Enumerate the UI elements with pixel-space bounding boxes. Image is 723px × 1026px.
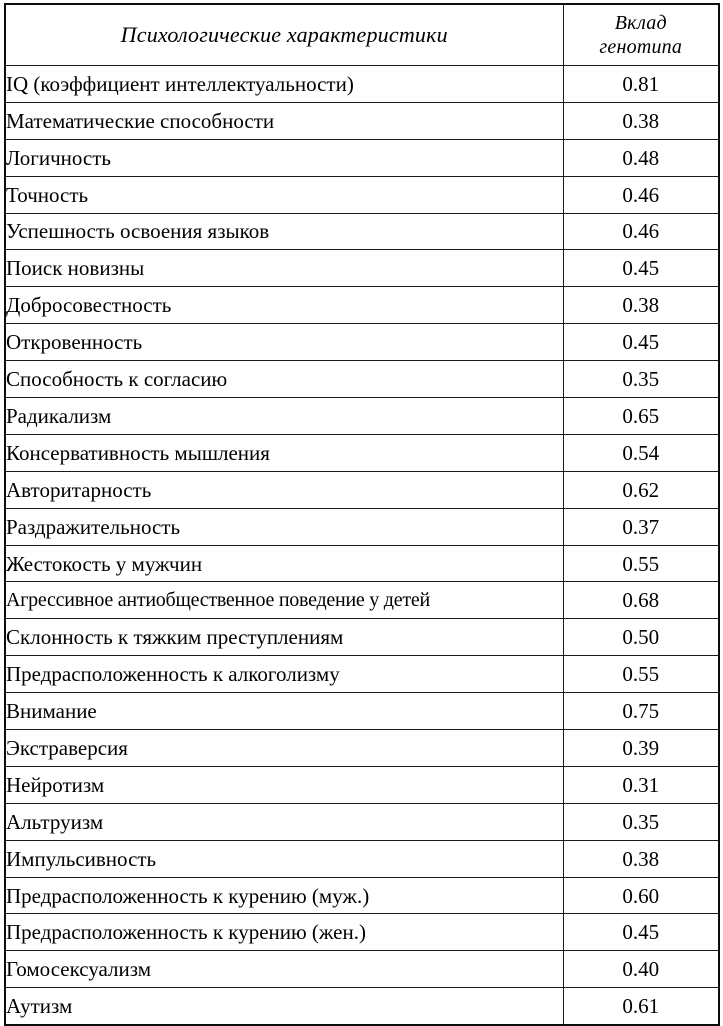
table-row bbox=[5, 803, 719, 840]
table-row bbox=[5, 730, 719, 767]
genotype-contribution-table bbox=[4, 3, 720, 1026]
table-row bbox=[5, 324, 719, 361]
trait-cell: Авторитарность bbox=[5, 471, 563, 508]
genotype-contribution-value: 0.38 bbox=[563, 102, 719, 139]
trait-cell: Консервативность мышления bbox=[5, 434, 563, 471]
trait-cell: Успешность освоения языков bbox=[5, 213, 563, 250]
trait-cell: Экстраверсия bbox=[5, 730, 563, 767]
table-row bbox=[5, 951, 719, 988]
table-row bbox=[5, 213, 719, 250]
table-row bbox=[5, 582, 719, 619]
trait-cell: Предрасположенность к алкоголизму bbox=[5, 656, 563, 693]
table-row bbox=[5, 656, 719, 693]
genotype-contribution-value: 0.38 bbox=[563, 840, 719, 877]
genotype-contribution-value: 0.45 bbox=[563, 324, 719, 361]
table-row bbox=[5, 988, 719, 1025]
trait-cell: Поиск новизны bbox=[5, 250, 563, 287]
genotype-contribution-value: 0.48 bbox=[563, 139, 719, 176]
trait-cell: Импульсивность bbox=[5, 840, 563, 877]
genotype-contribution-value: 0.45 bbox=[563, 250, 719, 287]
table-row bbox=[5, 693, 719, 730]
trait-cell: Внимание bbox=[5, 693, 563, 730]
table-row bbox=[5, 508, 719, 545]
genotype-contribution-value: 0.62 bbox=[563, 471, 719, 508]
column-header-trait-line-1: Психологические характеристики bbox=[120, 22, 448, 48]
table-row bbox=[5, 250, 719, 287]
table-row bbox=[5, 766, 719, 803]
table-row bbox=[5, 877, 719, 914]
genotype-contribution-value: 0.31 bbox=[563, 766, 719, 803]
genotype-contribution-value: 0.54 bbox=[563, 434, 719, 471]
genotype-contribution-value: 0.55 bbox=[563, 656, 719, 693]
genotype-contribution-value: 0.61 bbox=[563, 988, 719, 1025]
genotype-contribution-value: 0.65 bbox=[563, 398, 719, 435]
trait-cell: Альтруизм bbox=[5, 803, 563, 840]
table-row bbox=[5, 361, 719, 398]
table-row bbox=[5, 287, 719, 324]
table-row bbox=[5, 398, 719, 435]
table-row bbox=[5, 434, 719, 471]
trait-cell: Склонность к тяжким преступлениям bbox=[5, 619, 563, 656]
genotype-contribution-value: 0.75 bbox=[563, 693, 719, 730]
table-row bbox=[5, 619, 719, 656]
trait-cell: Откровенность bbox=[5, 324, 563, 361]
trait-cell: Математические способности bbox=[5, 102, 563, 139]
genotype-contribution-value: 0.81 bbox=[563, 66, 719, 103]
genotype-contribution-value: 0.50 bbox=[563, 619, 719, 656]
genotype-contribution-value: 0.37 bbox=[563, 508, 719, 545]
column-header-value bbox=[563, 4, 719, 66]
trait-cell: Добросовестность bbox=[5, 287, 563, 324]
genotype-contribution-value: 0.38 bbox=[563, 287, 719, 324]
column-header-value-line-1: Вклад bbox=[614, 12, 667, 34]
trait-cell: Аутизм bbox=[5, 988, 563, 1025]
trait-cell: Точность bbox=[5, 176, 563, 213]
genotype-contribution-value: 0.35 bbox=[563, 803, 719, 840]
table-row bbox=[5, 66, 719, 103]
trait-cell: Предрасположенность к курению (жен.) bbox=[5, 914, 563, 951]
trait-cell: Гомосексуализм bbox=[5, 951, 563, 988]
table-row bbox=[5, 176, 719, 213]
column-header-trait bbox=[5, 4, 563, 66]
table-header-row bbox=[5, 4, 719, 66]
column-header-value-line-2: генотипа bbox=[599, 36, 683, 58]
genotype-contribution-value: 0.46 bbox=[563, 213, 719, 250]
genotype-contribution-value: 0.40 bbox=[563, 951, 719, 988]
table-row bbox=[5, 840, 719, 877]
table-row bbox=[5, 139, 719, 176]
trait-cell: Раздражительность bbox=[5, 508, 563, 545]
trait-cell: Агрессивное антиобщественное поведение у детей bbox=[5, 582, 563, 619]
genotype-contribution-value: 0.46 bbox=[563, 176, 719, 213]
trait-cell: Жестокость у мужчин bbox=[5, 545, 563, 582]
trait-cell: Логичность bbox=[5, 139, 563, 176]
table-body bbox=[5, 66, 719, 1026]
trait-cell: Способность к согласию bbox=[5, 361, 563, 398]
genotype-contribution-value: 0.55 bbox=[563, 545, 719, 582]
trait-cell: Предрасположенность к курению (муж.) bbox=[5, 877, 563, 914]
table-row bbox=[5, 471, 719, 508]
genotype-contribution-value: 0.60 bbox=[563, 877, 719, 914]
table-row bbox=[5, 102, 719, 139]
genotype-contribution-value: 0.45 bbox=[563, 914, 719, 951]
genotype-contribution-value: 0.35 bbox=[563, 361, 719, 398]
trait-cell: Нейротизм bbox=[5, 766, 563, 803]
trait-cell: Радикализм bbox=[5, 398, 563, 435]
table-header bbox=[5, 4, 719, 66]
genotype-contribution-table-container bbox=[4, 3, 718, 1019]
trait-cell: IQ (коэффициент интеллектуальности) bbox=[5, 66, 563, 103]
genotype-contribution-value: 0.39 bbox=[563, 730, 719, 767]
table-row bbox=[5, 914, 719, 951]
genotype-contribution-value: 0.68 bbox=[563, 582, 719, 619]
table-row bbox=[5, 545, 719, 582]
